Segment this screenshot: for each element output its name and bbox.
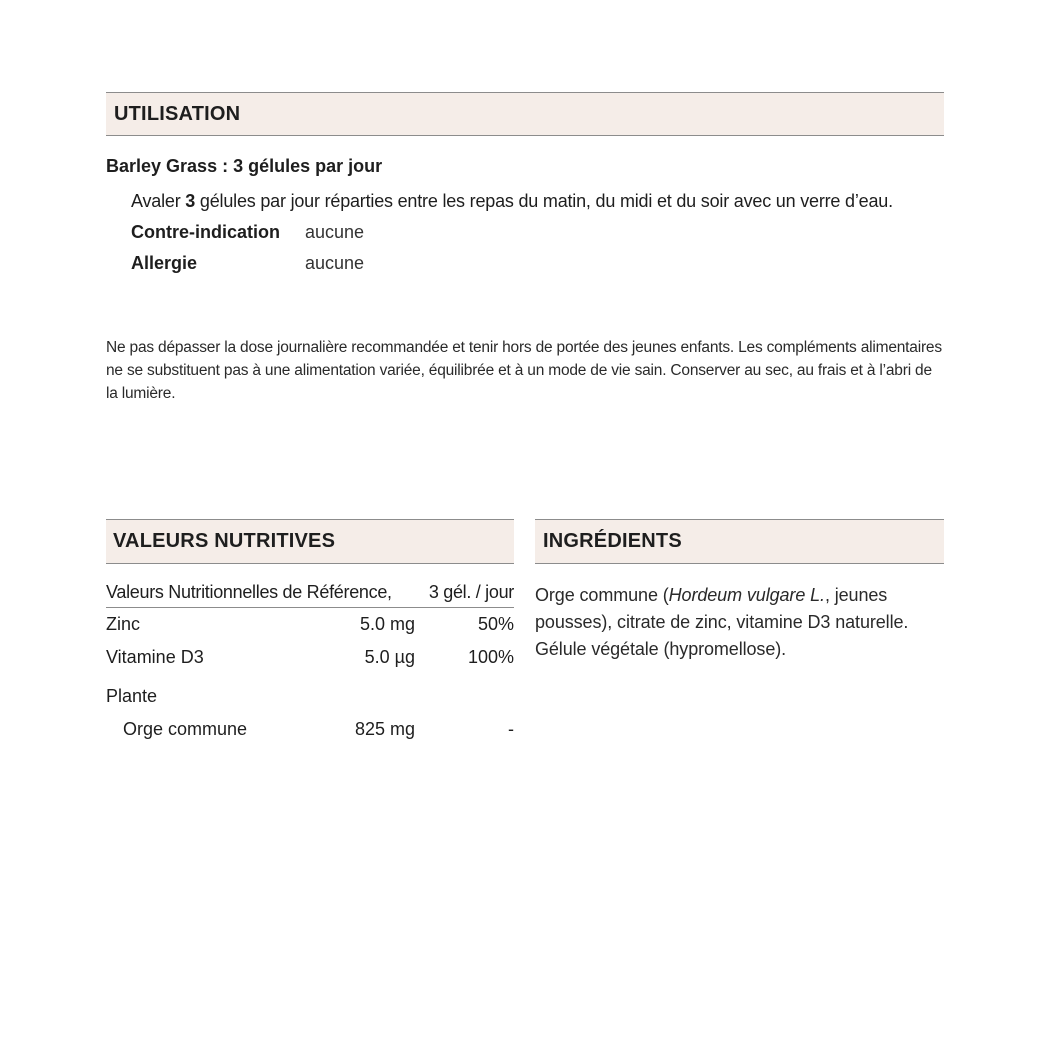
contraindication-value: aucune	[305, 222, 365, 242]
nutrient-percent: 50%	[477, 614, 514, 634]
usage-prefix: Avaler	[131, 191, 186, 211]
nutrition-header	[106, 519, 514, 564]
usage-instructions	[131, 191, 956, 212]
product-dosage-line: Barley Grass : 3 gélules par jour	[106, 156, 383, 176]
plant-group-label: Plante	[106, 686, 158, 706]
plant-percent: -	[508, 719, 514, 739]
allergy-value: aucune	[305, 253, 365, 273]
utilisation-title: UTILISATION	[114, 102, 241, 125]
ingredients-text	[535, 582, 945, 663]
nutrient-name: Vitamine D3	[106, 647, 204, 667]
nutrition-header-left: Valeurs Nutritionnelles de Référence,	[106, 582, 392, 602]
ingredients-text-after: , jeunes pousses), citrate de zinc, vitamine D3 naturelle. Gélule végétale (hypromellose).	[535, 585, 909, 659]
ingredients-text-before: Orge commune (	[535, 585, 669, 605]
nutrition-header-right: 3 gél. / jour	[428, 582, 514, 602]
plant-amount: 825 mg	[354, 719, 415, 739]
ingredients-header	[535, 519, 944, 564]
table-row	[106, 608, 514, 641]
usage-count: 3	[185, 191, 196, 211]
allergy-row	[131, 253, 956, 274]
contraindication-label: Contre-indication	[131, 222, 280, 242]
warning-text: Ne pas dépasser la dose journalière recommandée et tenir hors de portée des jeunes enfants. Les compléments alimentaires ne se substituent pas à une alimentation variée, équilibrée et à un mode de vie sain. Conserver au sec, au frais et à l’abri de la lumière.	[106, 339, 942, 402]
nutrient-amount: 5.0 µg	[364, 647, 415, 667]
utilisation-body	[106, 156, 956, 274]
nutrient-name: Zinc	[106, 614, 141, 634]
allergy-label: Allergie	[131, 253, 198, 273]
ingredients-title: INGRÉDIENTS	[543, 530, 682, 552]
usage-suffix: gélules par jour réparties entre les repas du matin, du midi et du soir avec un verre d’eau.	[195, 191, 893, 211]
nutrient-percent: 100%	[467, 647, 514, 667]
nutrition-table	[106, 582, 514, 746]
contraindication-row	[131, 222, 956, 243]
table-row	[106, 713, 514, 746]
table-row	[106, 641, 514, 674]
nutrition-table-header	[106, 582, 514, 608]
nutrient-amount: 5.0 mg	[359, 614, 415, 634]
nutrition-title: VALEURS NUTRITIVES	[113, 530, 336, 552]
utilisation-header	[106, 92, 944, 136]
latin-name: Hordeum vulgare L.	[668, 585, 825, 605]
plant-name: Orge commune	[123, 719, 248, 739]
